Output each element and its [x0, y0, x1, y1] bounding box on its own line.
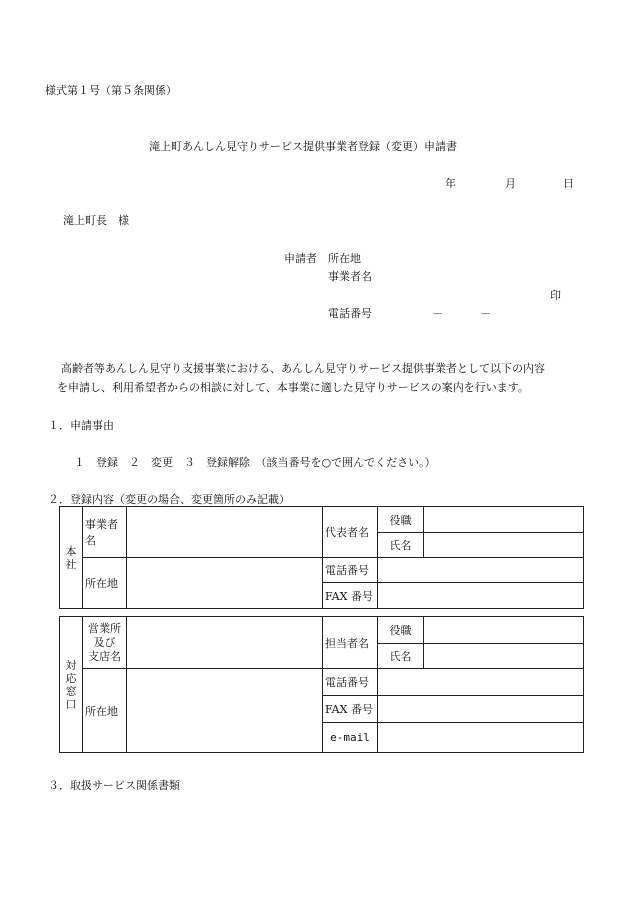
applicant-address-label: 所在地: [328, 252, 361, 265]
section-1-heading: １．申請事由: [48, 419, 114, 432]
branch-name-label: 氏名: [378, 644, 424, 669]
head-office-side-label: 本 社: [60, 507, 83, 609]
date-month-label: 月: [505, 177, 516, 190]
branch-phone-field[interactable]: [378, 669, 584, 696]
hq-fax-field[interactable]: [378, 583, 584, 609]
hq-position-label: 役職: [378, 507, 424, 533]
hq-phone-label: 電話番号: [323, 558, 378, 583]
addressee: 滝上町長 様: [63, 214, 129, 227]
hq-business-name-label: 事業者名: [83, 507, 127, 558]
branch-fax-field[interactable]: [378, 696, 584, 723]
applicant-label: 申請者: [284, 252, 317, 265]
contact-window-table: [59, 616, 584, 753]
hq-fax-label: FAX 番号: [323, 583, 378, 609]
branch-fax-label: FAX 番号: [323, 696, 378, 723]
date-day-label: 日: [563, 177, 574, 190]
branch-office-name-label: 営業所 及び 支店名: [83, 617, 127, 669]
branch-position-field[interactable]: [424, 617, 584, 644]
seal-mark: 印: [550, 289, 561, 302]
body-text-line-2: を申請し、利用希望者からの相談に対して、本事業に適した見守りサービスの案内を行います。: [57, 381, 529, 394]
page-title: 滝上町あんしん見守りサービス提供事業者登録（変更）申請書: [149, 140, 457, 153]
phone-dash-1: －: [432, 307, 443, 320]
branch-address-label: 所在地: [83, 669, 127, 753]
hq-address-field[interactable]: [127, 558, 323, 609]
applicant-business-name-label: 事業者名: [328, 270, 372, 283]
head-office-table: [59, 506, 584, 609]
hq-position-field[interactable]: [424, 507, 584, 533]
section-2-heading: ２．登録内容（変更の場合、変更箇所のみ記載）: [48, 493, 290, 506]
contact-window-side-label: 対 応 窓 口: [60, 617, 83, 753]
applicant-phone-label: 電話番号: [328, 307, 372, 320]
hq-phone-field[interactable]: [378, 558, 584, 583]
hq-name-label: 氏名: [378, 533, 424, 558]
branch-email-label: e-mail: [323, 723, 378, 753]
hq-business-name-field[interactable]: [127, 507, 323, 558]
branch-office-name-field[interactable]: [127, 617, 323, 669]
hq-representative-label: 代表者名: [323, 507, 378, 558]
hq-name-field[interactable]: [424, 533, 584, 558]
branch-position-label: 役職: [378, 617, 424, 644]
branch-address-field[interactable]: [127, 669, 323, 753]
form-number: 様式第１号（第５条関係）: [45, 84, 177, 97]
date-year-label: 年: [445, 177, 456, 190]
branch-phone-label: 電話番号: [323, 669, 378, 696]
branch-name-field[interactable]: [424, 644, 584, 669]
application-reason-options: １ 登録 ２ 変更 ３ 登録解除 （該当番号を○で囲んでください。）: [74, 456, 436, 469]
hq-address-label: 所在地: [83, 558, 127, 609]
branch-email-field[interactable]: [378, 723, 584, 753]
phone-dash-2: －: [480, 307, 491, 320]
body-text-line-1: 高齢者等あんしん見守り支援事業における、あんしん見守りサービス提供事業者として以下の内容: [61, 362, 545, 375]
section-3-heading: ３．取扱サービス関係書類: [48, 779, 180, 792]
branch-contact-person-label: 担当者名: [323, 617, 378, 669]
